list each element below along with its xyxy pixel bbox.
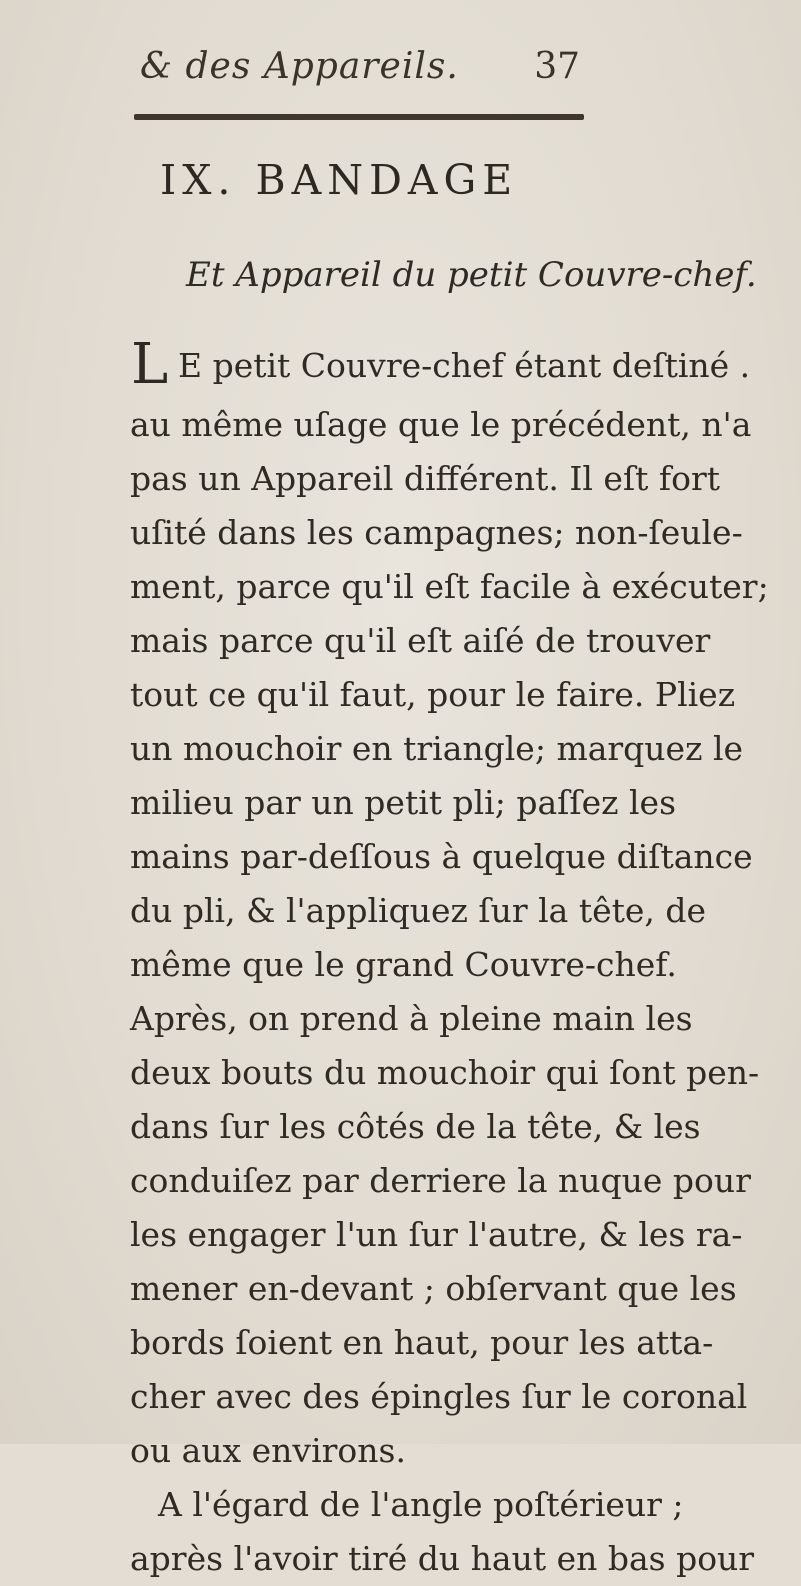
text-line: A l'égard de l'angle poſtérieur ;	[158, 1485, 684, 1524]
text-line: mener en-devant ; obſervant que les	[130, 1269, 737, 1308]
text-line: du pli, & l'appliquez ſur la tête, de	[130, 891, 707, 930]
first-line: E petit Couvre-chef étant deſtiné .	[178, 346, 751, 385]
text-line: bords ſoient en haut, pour les atta-	[130, 1323, 714, 1362]
text-line: mais parce qu'il eſt aiſé de trouver	[130, 621, 711, 660]
text-line: Après, on prend à pleine main les	[130, 999, 693, 1038]
text-line: ou aux environs.	[130, 1431, 406, 1470]
text-line: deux bouts du mouchoir qui ſont pen-	[130, 1053, 760, 1092]
header-rule	[134, 114, 584, 120]
text-line: pas un Appareil différent. Il eſt fort	[130, 459, 721, 498]
text-line: ment, parce qu'il eſt facile à exécuter;	[130, 567, 769, 606]
text-line: mains par-deſſous à quelque diſtance	[130, 837, 753, 876]
text-line: au même uſage que le précédent, n'a	[130, 405, 752, 444]
text-line: milieu par un petit pli; paſſez les	[130, 783, 676, 822]
text-line: après l'avoir tiré du haut en bas pour	[130, 1539, 755, 1578]
text-line: cher avec des épingles ſur le coronal	[130, 1377, 748, 1416]
drop-cap: L	[131, 332, 169, 397]
text-line: tout ce qu'il faut, pour le faire. Pliez	[130, 675, 736, 714]
text-line: conduiſez par derriere la nuque pour	[130, 1161, 751, 1200]
body-text	[130, 398, 769, 1586]
running-head	[140, 46, 580, 96]
section-title: IX. BANDAGE	[160, 156, 519, 204]
text-line: les engager l'un ſur l'autre, & les ra-	[130, 1215, 743, 1254]
text-line: uſité dans les campagnes; non-ſeule-	[130, 513, 743, 552]
section-subtitle: Et Appareil du petit Couvre-chef.	[186, 255, 757, 295]
text-line: dans ſur les côtés de la tête, & les	[130, 1107, 701, 1146]
text-line: un mouchoir en triangle; marquez le	[130, 729, 744, 768]
page-number: 37	[534, 46, 580, 87]
text-line: même que le grand Couvre-chef.	[130, 945, 677, 984]
running-title: & des Appareils.	[140, 46, 459, 87]
